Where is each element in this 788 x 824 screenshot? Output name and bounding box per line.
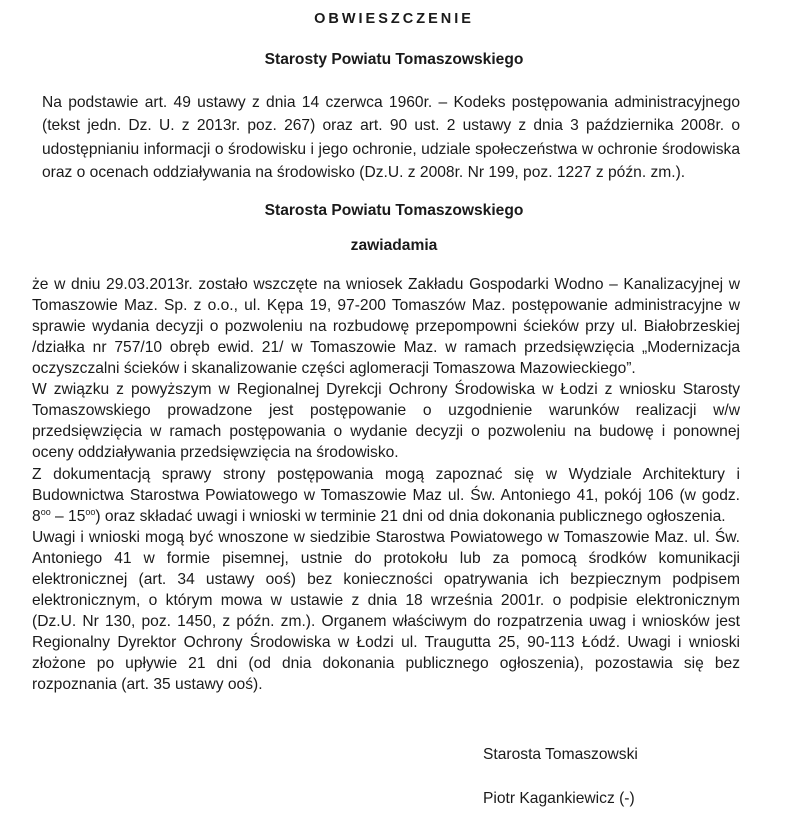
body-line: Budownictwa Starostwa Powiatowego w Tomaszowie Maz ul. Św. Antoniego 41, pokój 106 (w godz. bbox=[32, 487, 740, 504]
intro-line: udostępnianiu informacji o środowisku i jego ochronie, udziale społeczeństwa w ochronie środowiska bbox=[42, 141, 740, 158]
body-line: elektronicznym, o którym mowa w ustawie z dnia 18 września 2001r. o podpisie elektronicznym bbox=[32, 592, 740, 609]
hours-rest: ) oraz składać uwagi i wnioski w terminie 21 dni od dnia dokonania publicznego ogłoszenia. bbox=[95, 508, 726, 525]
signature-role: Starosta Tomaszowski bbox=[483, 746, 638, 763]
office-hours-line bbox=[32, 507, 726, 526]
body-line: sprawie wydania decyzji o pozwoleniu na rozbudowę przepompowni ścieków przy ul. Białobrzeskiej bbox=[32, 318, 740, 335]
hours-start-sup: oo bbox=[40, 507, 51, 517]
body-line: że w dniu 29.03.2013r. zostało wszczęte na wniosek Zakładu Gospodarki Wodno – Kanalizacyjnej w bbox=[32, 276, 740, 293]
body-line: Antoniego 41 w formie pisemnej, ustnie do protokołu lub za pomocą środków komunikacji bbox=[32, 550, 740, 567]
body-line: Regionalny Dyrektor Ochrony Środowiska w Łodzi ul. Traugutta 25, 90-113 Łódź. Uwagi i wnioski bbox=[32, 634, 740, 651]
body-line: /działka nr 757/10 obręb ewid. 21/ w Tomaszowie Maz. w ramach przedsięwzięcia „Modernizacja bbox=[32, 339, 740, 356]
body-line: oczyszczalni ścieków i skanalizowanie części aglomeracji Tomaszowa Mazowieckiego”. bbox=[32, 360, 636, 377]
intro-line: (tekst jedn. Dz. U. z 2013r. poz. 267) oraz art. 90 ust. 2 ustawy z dnia 3 października 2008r. o bbox=[42, 117, 740, 134]
body-line: Uwagi i wnioski mogą być wnoszone w siedzibie Starostwa Powiatowego w Tomaszowie Maz. ul. Św. bbox=[32, 529, 740, 546]
hours-end-sup: oo bbox=[85, 507, 96, 517]
hours-start: 8 bbox=[32, 508, 41, 525]
announcer-heading: Starosta Powiatu Tomaszowskiego bbox=[264, 202, 524, 219]
body-line: (Dz.U. Nr 130, poz. 1450, z późn. zm.). Organem właściwym do rozpatrzenia uwag i wniosków jest bbox=[32, 613, 740, 630]
document-title: OBWIESZCZENIE bbox=[314, 11, 474, 27]
body-line: W związku z powyższym w Regionalnej Dyrekcji Ochrony Środowiska w Łodzi z wniosku Starosty bbox=[32, 381, 740, 398]
intro-line: oraz o ocenach oddziaływania na środowisko (Dz.U. z 2008r. Nr 199, poz. 1227 z późn. zm.). bbox=[42, 164, 686, 181]
signature-name: Piotr Kagankiewicz (-) bbox=[483, 790, 635, 807]
intro-line: Na podstawie art. 49 ustawy z dnia 14 czerwca 1960r. – Kodeks postępowania administracyjnego bbox=[42, 94, 740, 111]
hours-dash: – 15 bbox=[50, 508, 86, 525]
body-line: Tomaszowie Maz. Sp. z o.o., ul. Kępa 19, 97-200 Tomaszów Maz. postępowanie administracyjne w bbox=[32, 297, 740, 314]
document-subtitle: Starosty Powiatu Tomaszowskiego bbox=[264, 51, 524, 68]
body-line: rozpoznania (art. 35 ustawy ooś). bbox=[32, 676, 263, 693]
announces-heading: zawiadamia bbox=[350, 237, 438, 254]
body-line: przedsięwzięcia w ramach postępowania o wydanie decyzji o pozwoleniu na budowę i ponownej bbox=[32, 423, 740, 440]
body-line: elektronicznej (art. 34 ustawy ooś) bez konieczności opatrywania ich bezpiecznym podpisem bbox=[32, 571, 740, 588]
body-line: oceny oddziaływania przedsięwzięcia na środowisko. bbox=[32, 444, 399, 461]
body-line: Z dokumentacją sprawy strony postępowania mogą zapoznać się w Wydziale Architektury i bbox=[32, 466, 740, 483]
body-line: Tomaszowskiego prowadzone jest postępowanie o uzgodnienie warunków realizacji w/w bbox=[32, 402, 740, 419]
body-line: złożone po upływie 21 dni (od dnia dokonania publicznego ogłoszenia), pozostawia się bez bbox=[32, 655, 740, 672]
